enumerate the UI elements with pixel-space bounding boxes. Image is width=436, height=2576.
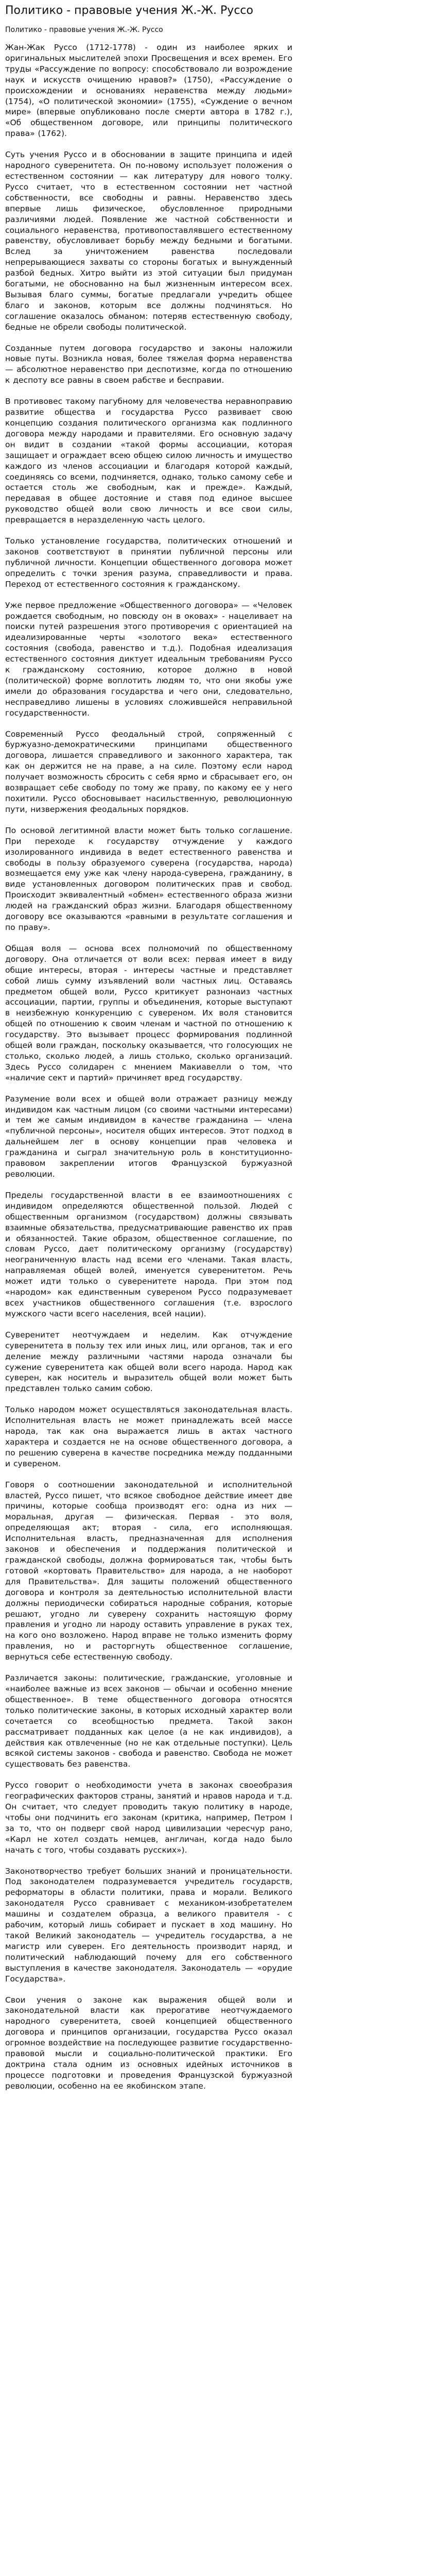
paragraph: Законотворчество требует больших знаний и проницательности. Под законодателем подразумевается учредитель государств, реформаторы в области политики, права и морали. Великого законодателя Руссо сравнивает с механиком-изобретателем машины и создателем образца, а великого правителя - с рабочим, который лишь собирает и пускает в ход машину. Но такой Великий законодатель — учредитель государства, а не магистр или суверен. Его деятельность производит наряд, и политический наблюдающий почему для его собственного выступления в качестве законодателя. Законодатель — «орудие Государства».	[5, 1866, 292, 1984]
paragraph: Суть учения Руссо и в обосновании в защите принципа и идей народного суверенитета. Он по-новому использует положения о естественном состоянии — как литературу для нового толку. Руссо считает, что в естественном состоянии нет частной собственности, все свободны и равны. Неравенство здесь впервые лишь физическое, обусловленное природными различиями людей. Появление же частной собственности и социального неравенства, противопоставлявшего естественному равенству, обусловливает борьбу между бедными и богатыми. Вслед за уничтожением равенства последовали непрерывающиеся захваты со стороны богатых и вынужденный разбой бедных. Хитро выйти из этой ситуации был придуман богатыми, не обоснованно на был жизненным интересом всех. Вызывая благо суммы, богатые предлагали учредить общее благо и законов, которым все должны подчиняться. Но соглашение оказалось обманом: потеряв естественную свободу, бедные не обрели свободы политической.	[5, 150, 292, 332]
paragraph: В противовес такому пагубному для человечества неравноправию развитие общества и государства Руссо развивает свою концепцию создания политического организма как подлинного договора между народами и правителями. Его основную задачу он видит в создании «такой формы ассоциации, которая защищает и ограждает всею общею силою личность и имущество каждого из членов ассоциации и благодаря которой каждый, соединяясь со всеми, подчиняется, однако, только самому себе и остается столь же свободным, как и прежде». Каждый, передавая в общее достояние и ставя под единое высшее руководство общей воли свою личность и все свои силы, превращается в неразделенную часть целого.	[5, 397, 292, 525]
paragraph: Руссо говорит о необходимости учета в законах своеобразия географических факторов страны, занятий и нравов народа и т.д. Он считает, что следует проводить такую политику в народе, чтобы они подчинить его законам (критика, например, Петром I за то, что он подверг свой народ цивилизации чересчур рано, «Карл не хотел создать немцев, англичан, когда надо было начать с того, чтобы создавать русских»).	[5, 1781, 292, 1855]
paragraph: Различается законы: политические, гражданские, уголовные и «наиболее важные из всех законов — обычаи и особенно мнение общественное». В теме общественного договора относятся только политические законы, в которых исходный характер воли сочетается со всеобщностью предмета. Такой закон рассматривает подданных как целое (а не как индивидов), а действия как отвлеченные (но не как отдельные поступки). Цель всякой системы законов - свобода и равенство. Свобода не может существовать без равенства.	[5, 1673, 292, 1769]
article-body	[5, 42, 292, 2092]
paragraph: Только установление государства, политических отношений и законов соответствуют в принятии публичной персоны или публичной личности. Концепции общественного договора может определить с точки зрения разума, справедливости и права. Переход от естественного состояния к гражданскому.	[5, 536, 292, 589]
paragraph: По основой легитимной власти может быть только соглашение. При переходе к государству отчуждение у каждого изолированного индивида в ведет естественного равенства и свободы в пользу образуемого суверена (государства, народа) возмещается ему уже как члену народа-суверена, гражданину, в виде установленных договором политических прав и свобод. Происходит эквивалентный «обмен» естественного образа жизни людей на гражданский образ жизни. Благодаря общественному договору все оказываются «равными в результате соглашения и по праву».	[5, 825, 292, 932]
page-subtitle: Политико - правовые учения Ж.-Ж. Руссо	[5, 26, 163, 34]
paragraph: Жан-Жак Руссо (1712-1778) - один из наиболее ярких и оригинальных мыслителей эпохи Просвещения и всех времен. Его труды «Рассуждение по вопросу: способствовало ли возрождение наук и искусств очищению нравов?» (1750), «Рассуждение о происхождении и основаниях неравенства между людьми» (1754), «О политической экономии» (1755), «Суждение о вечном мире» (впервые опубликовано после смерти автора в 1782 г.), «Об общественном договоре, или принципы политического права» (1762).	[5, 43, 292, 139]
paragraph: Уже первое предложение «Общественного договора» — «Человек рождается свободным, но повсюду он в оковах» - нацеливает на поиски путей разрешения этого противоречия с ориентацией на идеализированные черты «золотого века» естественного состояния (свобода, равенство и т.д.). Подобная идеализация естественного состояния диктует идеальным требованиям Руссо к гражданскому состоянию, которое должно в новой (политической) форме воплотить людям то, что они якобы уже имели до образования государства и чего они, следовательно, несправедливо лишены в условиях сложившейся неправильной государственности.	[5, 600, 292, 718]
paragraph: Разумение воли всех и общей воли отражает разницу между индивидом как частным лицом (со своими частными интересами) и тем же самым индивидом в качестве гражданина — члена «публичной персоны», носителя общих интересов. Этот подход в дальнейшем лег в основу концепции прав человека и гражданина и сыграл значительную роль в конституционно-правовом закреплении итогов Французской буржуазной революции.	[5, 1094, 292, 1179]
paragraph: Только народом может осуществляться законодательная власть. Исполнительная власть не может принадлежать всей массе народа, так как она выражается лишь в актах частного характера и создается не на основе общественного договора, а по решению суверена в качестве посредника между подданными и сувереном.	[5, 1405, 292, 1468]
paragraph: Говоря о соотношении законодательной и исполнительной властей, Руссо пишет, что всякое свободное действие имеет две причины, которые сообща производят его: одна из них — моральная, другая — физическая. Первая - это воля, определяющая акт; вторая - сила, его исполняющая. Исполнительная власть, предназначенная для исполнения законов и обеспечения и поддержания политической и гражданской свободы, должна формироваться так, чтобы быть готовой «кортовать Правительство» для народа, а не наоборот для Правительства». Для защиты положений общественного договора и контроля за деятельностью исполнительной власти должны периодически собираться народные собрания, которые решают, угодно ли суверену сохранить настоящую форму правления и угодно ли народу оставить управление в руках тех, на кого оно возложено. Народ вправе не только изменить форму правления, но и расторгнуть общественное соглашение, вернуться себе естественную свободу.	[5, 1480, 292, 1662]
paragraph: Суверенитет неотчуждаем и неделим. Как отчуждение суверенитета в пользу тех или иных лиц, или органов, так и его деление между различными частями народа означали бы сужение суверенитета как общей воли всего народа. Народ как суверен, как носитель и выразитель общей воли может быть представлен только самим собою.	[5, 1330, 292, 1394]
paragraph: Пределы государственной власти в ее взаимоотношениях с индивидом определяются общественной пользой. Людей с общественным организмом (государством) должны связывать взаимные обязательства, предусматривающие равенство их прав и обязанностей. Такие образом, общественное соглашение, по словам Руссо, дает политическому организму (государству) неограниченную власть над всеми его членами. Такая власть, направляемая общей волей, именуется суверенитетом. Речь может идти только о суверенитете народа. При этом под «народом» как единственным сувереном Руссо подразумевает всех участников общественного соглашения (т.е. взрослого мужского части всего населения, всей нации).	[5, 1190, 292, 1318]
paragraph: Общая воля — основа всех полномочий по общественному договору. Она отличается от воли всех: первая имеет в виду общие интересы, вторая - интересы частные и представляет собой лишь сумму изъявлений воли частных лиц. Оставаясь предметом общей воли, Руссо критикует разнонаиз частных ассоциации, партии, группы и объединения, которые выступают в неизбежную конкуренцию с сувереном. Их воля становится общей по отношению к своим членам и частной по отношению к государству. Это вызывает процесс формирования подлинной общей воли граждан, поскольку оказывается, что голосующих не столько, сколько людей, а лишь столько, сколько организаций. Здесь Руссо солидарен с мнением Макиавелли о том, что «наличие сект и партий» причиняет вред государству.	[5, 943, 292, 1082]
page-title: Политико - правовые учения Ж.-Ж. Руссо	[5, 4, 253, 17]
paragraph: Свои учения о законе как выражения общей воли и законодательной власти как прерогативе неотчуждаемого народного суверенитета, своей концепцией общественного договора и принципов организации, государства Руссо оказал огромное воздействие на последующее развитие государственно-правовой мысли и социально-политической практики. Его доктрина стала одним из основных идейных источников в процессе подготовки и проведения Французской буржуазной революции, особенно на ее якобинском этапе.	[5, 1995, 292, 2091]
paragraph: Созданные путем договора государство и законы наложили новые путы. Возникла новая, более тяжелая форма неравенства — абсолютное неравенство при деспотизме, когда по отношению к деспоту все равны в своем рабстве и бесправии.	[5, 343, 292, 385]
paragraph: Современный Руссо феодальный строй, сопряженный с буржуазно-демократическими принципами общественного договора, лишается справедливого и законного характера, так как он держится не на праве, а на силе. Поэтому если народ получает возможность сбросить с себя ярмо и сбрасывает его, он возвращает себе свободу по тому же праву, по какому ее у него похитили. Руссо обосновывает насильственную, революционную пути, низвержения феодальных порядков.	[5, 729, 292, 814]
